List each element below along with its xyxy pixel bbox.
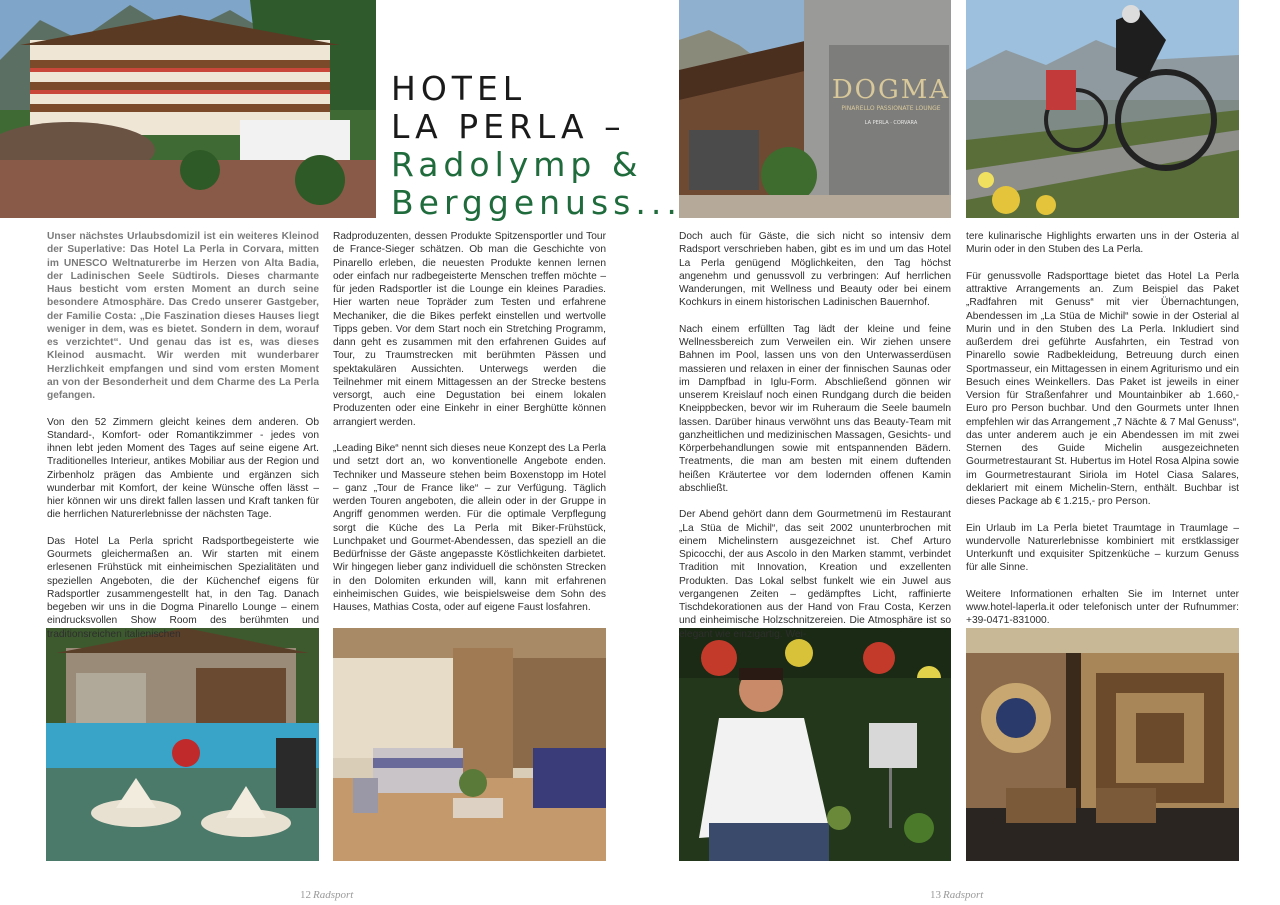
photo-hotel-exterior bbox=[0, 0, 376, 218]
paragraph: Ein Urlaub im La Perla bietet Traumtage in Traumlage – wundervolle Naturerlebnisse kombiniert mit erstklassiger Unterkunft und exquisiter Spitzenküche – kurzum Genuss für alle Sinne. bbox=[966, 522, 1239, 574]
page-number-right bbox=[930, 889, 983, 901]
text-column-3 bbox=[679, 230, 951, 654]
magazine-name: Radsport bbox=[313, 889, 354, 901]
photo-chef bbox=[679, 628, 951, 861]
photo-pool-terrace bbox=[46, 628, 319, 861]
text-column-4 bbox=[966, 230, 1239, 641]
lead-paragraph: Unser nächstes Urlaubsdomizil ist ein weiteres Kleinod der Superlative: Das Hotel La Perla in Corvara, mitten im UNESCO Weltnaturerbe im Herzen von Alta Badia, der Ladinischen Seele Südtirols. Dieses charmante Haus besticht vom ersten Moment an durch seine besondere Atmosphäre. Das Credo unserer Gastgeber, der Familie Costa: „Die Faszination dieses Hauses liegt weniger in dem, was es bietet. Sondern in dem, worauf es verzichtet“. Und genau das ist es, was dieses Kleinod ausmacht. Wir werden mit wunderbarer Herzlichkeit empfangen und sind vom ersten Moment an von der Besonderheit und dem Charme des La Perla gefangen. bbox=[47, 231, 319, 401]
title-line-hotel: HOTEL bbox=[391, 69, 527, 108]
paragraph: Doch auch für Gäste, die sich nicht so intensiv dem Radsport verschrieben haben, gibt es im und um das Hotel La Perla genügend Möglichkeiten, den Tag höchst angenehm und genussvoll zu verbringen: Auf herrlichen Wanderungen, mit Wellness und Beauty oder bei einem Kochkurs in einem historischen Ladinischen Bauernhof. bbox=[679, 231, 951, 309]
page-number-left bbox=[300, 889, 353, 901]
paragraph: tere kulinarische Highlights erwarten uns in der Osteria al Murin oder in den Stuben des La Perla. bbox=[966, 231, 1239, 256]
title-line-berggenuss: Berggenuss... bbox=[391, 183, 682, 222]
paragraph: Das Hotel La Perla spricht Radsportbegeisterte wie Gourmets gleichermaßen an. Wir starten mit einem erlesenen Frühstück mit einheimischen Spezialitäten und speziellen Angeboten, die der Küchenchef eigens für Radsportler zusammengestellt hat, in den Tag. Danach begeben wir uns in die Dogma Pinarello Lounge – einem eindrucksvollen Show Room des berühmten und traditionsreichen italienischen bbox=[47, 535, 319, 640]
text-column-2 bbox=[333, 230, 606, 628]
paragraph: „Leading Bike“ nennt sich dieses neue Konzept des La Perla und setzt dort an, wo konventionelle Angebote enden. Techniker und Masseure stehen beim Boxenstopp im Hotel – ganz „Tour de France like“ – zur Verfügung. Täglich werden Touren angeboten, die allein oder in der Gruppe in Angriff genommen werden. Für die optimale Verpflegung sorgt die Küche des La Perla mit Biker-Frühstück, Lunchpaket und Gourmet-Abendessen, das speziell an die Bedürfnisse der Gäste angepasste Köstlichkeiten darbietet. Wir hingegen lieber ganz individuell die schönsten Strecken in den Dolomiten erkunden will, kann mit erfahrenen einheimischen Guides, wie beispielsweise dem Sohn des Hauses, Mathias Costa, oder auf eigene Faust losfahren. bbox=[333, 443, 606, 613]
photo-dogma-lounge bbox=[679, 0, 951, 218]
photo-cyclists bbox=[966, 0, 1239, 218]
paragraph: Radproduzenten, dessen Produkte Spitzensportler und Tour de France-Sieger schätzen. Ob man die Geschichte von Pinarello erleben, die neuesten Produkte kennen lernen oder einfach nur radbegeisterte Menschen treffen möchte – für jeden Radsportler ist die Lounge ein kleines Paradies. Hier warten neue Topräder zum Testen und erfahrene Mechaniker, die die Bikes perfekt einstellen und wertvolle Tipps geben. Vor dem Start noch ein Stretching Programm, dann geht es zusammen mit den erfahrenen Guides auf Tour, zu Traumstrecken mit berühmten Pässen und spektakulären Aussichten. Unterwegs werden die Teilnehmer mit einem Mittagessen an der Strecke bestens versorgt, auch eine Degustation bei einem lokalen Produzenten oder eine Einkehr in einer Berghütte können arrangiert werden. bbox=[333, 231, 606, 428]
article-title bbox=[391, 70, 682, 222]
dogma-sign-text: DOGMA bbox=[831, 75, 951, 105]
title-line-radolymp: Radolymp & bbox=[391, 145, 643, 184]
paragraph: Nach einem erfüllten Tag lädt der kleine und feine Wellnessbereich zum Verweilen ein. Wir ziehen unsere Bahnen im Pool, lassen uns von den Unterwasserdüsen massieren und relaxen in einer der finnischen Saunas oder im Dampfbad in Iglu-Form. Abschließend gönnen wir unserem Kreislauf noch einen Rundgang durch die beiden Kneippbecken, bevor wir im Ruheraum die Seele baumeln lassen. Darüber hinaus verwöhnt uns das Beauty-Team mit ganzheitlichen und medizinischen Massagen, Gesichts- und Körperbehandlungen sowie mit entspannenden Bädern. Treatments, die man am besten mit einem duftenden heißen Kräutertee vor dem lodernden offenen Kamin abschließt. bbox=[679, 323, 951, 494]
page-number: 13 bbox=[930, 889, 941, 901]
paragraph: Für genussvolle Radsporttage bietet das Hotel La Perla attraktive Arrangements an. Zum Beispiel das Paket „Radfahren mit Genuss“ mit vier Übernachtungen, Abendessen im „La Stüa de Michil“ sowie in der Osterial al Murin und in den Stuben des La Perla. Inkludiert sind außerdem drei geführte Ausfahrten, ein Testrad von Pinarello sowie Radbekleidung, Betreuung durch einen Sportmasseur, ein Mittagessen in einem Agriturismo und ein Besuch eines Weinkellers. Das Paket ist jeweils in einer Version für Straßenfahrer und Mountainbiker ab 1.660,- Euro pro Person buchbar. Und den Gourmets unter Ihnen empfehlen wir das Arrangement „7 Nächte & 7 Mal Genuss“, das unter anderem auch je ein Abendessen im mit zwei Sternen des Guide Michelin ausgezeichneten Gourmetrestaurant St. Hubertus im Hotel Rosa Alpina sowie im Gourmetrestaurant Siriola im Hotel Ciasa Salares, deklariert mit einem Michelin-Stern, enthält. Buchbar ist dieses Package ab € 1.215,- pro Person. bbox=[966, 270, 1239, 507]
dogma-sign-location: LA PERLA · CORVARA bbox=[864, 120, 918, 126]
paragraph: Der Abend gehört dann dem Gourmetmenü im Restaurant „La Stüa de Michil“, das seit 2002 ununterbrochen mit einem Michelinstern ausgezeichnet ist. Chef Arturo Spicocchi, der aus Ascolo in den Marken stammt, verbindet Tradition mit Innovation, Kreation und exzellenten Produkten. Das Lokal selbst funkelt wie ein Juwel aus vergangenen Zeiten – gedämpftes Licht, raffinierte Tischdekorationen aus der Hand von Frau Costa, Kerzen und einheimische Holzschnitzereien. Die Atmosphäre ist so elegant wie einzigartig. Wei- bbox=[679, 509, 951, 640]
photo-wine-cellar bbox=[966, 628, 1239, 861]
title-line-la-perla: LA PERLA – bbox=[391, 107, 626, 146]
text-column-1 bbox=[47, 230, 319, 654]
magazine-name: Radsport bbox=[943, 889, 984, 901]
paragraph: Weitere Informationen erhalten Sie im Internet unter www.hotel-laperla.it oder telefonisch unter der Rufnummer: +39-0471-831000. bbox=[966, 588, 1239, 627]
dogma-sign-subtext: PINARELLO PASSIONATE LOUNGE bbox=[841, 105, 941, 112]
page-number: 12 bbox=[300, 889, 311, 901]
paragraph: Von den 52 Zimmern gleicht keines dem anderen. Ob Standard-, Komfort- oder Romantikzimmer - jedes von ihnen lebt jeden Moment des Tages auf seine eigene Art. Traditionelles Interieur, antikes Mobiliar aus der Region und Zirbenholz prägen das Ambiente und ergänzen sich wunderbar mit Komfort, der keine Wünsche offen lässt – hier können wir uns direkt fallen lassen und Kraft tanken für die herrlichen Naturerlebnisse der nächsten Tage. bbox=[47, 416, 319, 521]
photo-hotel-room bbox=[333, 628, 606, 861]
